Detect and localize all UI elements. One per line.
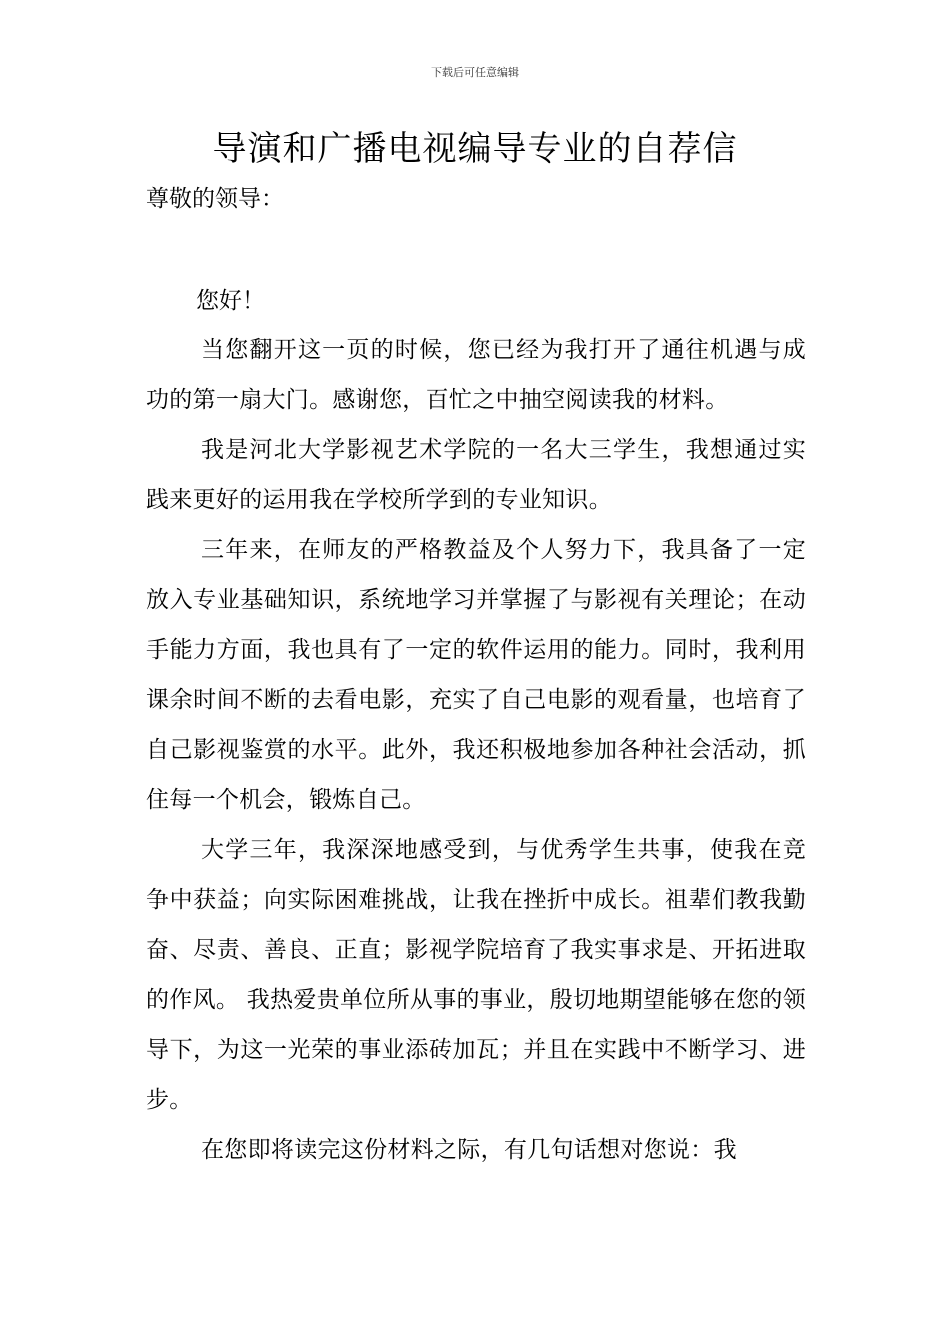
paragraph: 三年来，在师友的严格教益及个人努力下，我具备了一定放入专业基础知识，系统地学习并掌握了与影视有关理论；在动手能力方面，我也具有了一定的软件运用的能力。同时，我利用课余时间不断的去看电影，充实了自己电影的观看量，也培育了自己影视鉴赏的水平。此外，我还积极地参加各种社会活动，抓住每一个机会，锻炼自己。: [146, 537, 806, 813]
header-note: 下载后可任意编辑: [431, 66, 519, 79]
greeting: 您好！: [196, 288, 265, 314]
salutation: 尊敬的领导：: [146, 186, 284, 212]
paragraph: 在您即将读完这份材料之际，有几句话想对您说：我: [201, 1137, 737, 1163]
paragraph: 我是河北大学影视艺术学院的一名大三学生，我想通过实践来更好的运用我在学校所学到的专业知识。: [146, 437, 806, 513]
paragraph: 大学三年，我深深地感受到，与优秀学生共事，使我在竞争中获益；向实际困难挑战，让我在挫折中成长。祖辈们教我勤奋、尽责、善良、正直；影视学院培育了我实事求是、开拓进取的作风。 我热爱贵单位所从事的事业，殷切地期望能够在您的领导下，为这一光荣的事业添砖加瓦；并且在实践中不断学习、进步。: [146, 837, 807, 1113]
letter-body: [146, 325, 806, 1175]
page-title: 导演和广播电视编导专业的自荐信: [212, 129, 738, 169]
paragraph: 当您翻开这一页的时候，您已经为我打开了通往机遇与成功的第一扇大门。感谢您，百忙之中抽空阅读我的材料。: [146, 337, 806, 413]
